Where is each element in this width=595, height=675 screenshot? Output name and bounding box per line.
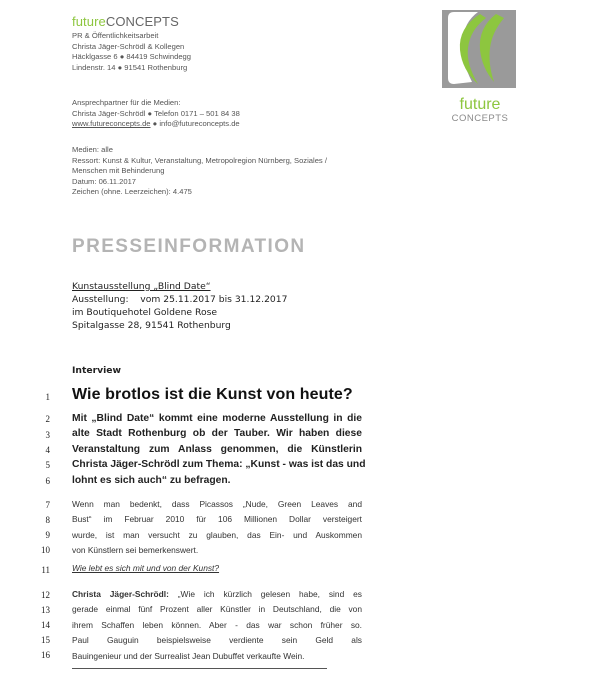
answer-line: Bauingenieur und der Surrealist Jean Dubuffet verkaufte Wein. [72, 650, 305, 661]
brand-name: futureCONCEPTS [72, 14, 179, 29]
future-concepts-logo [438, 8, 522, 124]
line-number: 9 [45, 530, 50, 540]
interview-answer [72, 587, 362, 664]
website-link[interactable]: www.futureconcepts.de [72, 119, 151, 129]
lead-paragraph [72, 411, 366, 488]
line-number: 15 [41, 635, 50, 645]
interview-question: Wie lebt es sich mit und von der Kunst? [72, 563, 220, 573]
answer-line: Paul Gauguin beispielsweise verdiente sein Geld als [72, 635, 362, 646]
meta-block [72, 145, 327, 198]
line-number: 10 [41, 545, 50, 555]
line-number: 16 [41, 650, 50, 660]
body-line: Wenn man bedenkt, dass Picassos „Nude, Green Leaves and [72, 499, 362, 509]
logo-word-future: future [459, 96, 501, 113]
contact-person: Christa Jäger-Schrödl ● Telefon 0171 – 501 84 38 [72, 108, 240, 118]
line-number: 11 [41, 565, 50, 575]
contact-label: Ansprechpartner für die Medien: [72, 98, 181, 107]
line-number: 7 [45, 500, 50, 510]
line-number: 3 [45, 430, 50, 440]
line-number: 12 [41, 590, 50, 600]
exhibition-block [72, 280, 287, 332]
exhibition-date: Ausstellung: vom 25.11.2017 bis 31.12.2017 [72, 294, 288, 305]
body-line: wurde, ist man versucht zu glauben, das Ein- und Auskommen [72, 529, 362, 540]
body-line: Bust“ im Februar 2010 für 106 Millionen Dollar versteigert [72, 514, 362, 525]
lead-line: Veranstaltung zum Anlass genommen, die Künstlerin [72, 443, 362, 455]
line-number: 8 [45, 515, 50, 525]
meta-media: Medien: alle [72, 145, 113, 154]
body-line: von Künstlern sei bemerkenswert. [72, 545, 199, 556]
answer-speaker: Christa Jäger-Schrödl: [72, 589, 169, 599]
line-number: 4 [45, 445, 50, 455]
logo-word-concepts: CONCEPTS [451, 113, 509, 124]
exhibition-address: Spitalgasse 28, 91541 Rothenburg [72, 320, 231, 331]
document-title: PRESSEINFORMATION [72, 236, 306, 257]
meta-date: Datum: 06.11.2017 [72, 176, 137, 186]
line-number: 5 [45, 460, 50, 470]
lead-line: Christa Jäger-Schrödl zum Thema: „Kunst - was ist das und [72, 459, 366, 471]
meta-ressort-cont: Menschen mit Behinderung [72, 166, 165, 176]
lead-line: lohnt es sich auch“ zu befragen. [72, 474, 231, 486]
meta-chars: Zeichen (ohne. Leerzeichen): 4.475 [72, 187, 192, 197]
meta-ressort: Ressort: Kunst & Kultur, Veranstaltung, Metropolregion Nürnberg, Soziales / [72, 155, 327, 165]
contact-links: www.futureconcepts.de ● info@futureconcepts.de [72, 119, 240, 129]
exhibition-venue: im Boutiquehotel Goldene Rose [72, 307, 218, 318]
email-link[interactable]: info@futureconcepts.de [159, 119, 240, 129]
answer-line: ihrem Schaffen leben können. Aber - das war schon früher so. [72, 619, 362, 630]
line-number: 1 [45, 392, 50, 402]
address-block [72, 31, 191, 73]
article-heading: Wie brotlos ist die Kunst von heute? [72, 386, 353, 403]
section-label: Interview [72, 365, 121, 376]
line-number: 13 [41, 605, 50, 615]
address-line: Lindenstr. 14 ● 91541 Rothenburg [72, 62, 188, 72]
address-line: Christa Jäger-Schrödl & Kollegen [72, 41, 185, 51]
line-number: 2 [45, 414, 50, 424]
footer-rule [72, 668, 327, 669]
body-paragraph [72, 497, 362, 559]
address-line: Häcklgasse 6 ● 84419 Schwindegg [72, 52, 191, 62]
contact-block [72, 98, 240, 130]
address-line: PR & Öffentlichkeitsarbeit [72, 31, 159, 40]
answer-line: gerade einmal fünf Prozent aller Künstler in Deutschland, die von [72, 604, 362, 615]
line-number: 14 [41, 620, 50, 630]
exhibition-title: Kunstausstellung „Blind Date“ [72, 281, 211, 292]
lead-line: alte Stadt Rothenburg ob der Tauber. Wir haben diese [72, 428, 362, 440]
line-number: 6 [45, 476, 50, 486]
answer-line: Christa Jäger-Schrödl: „Wie ich kürzlich gelesen habe, sind es [72, 589, 362, 599]
lead-line: Mit „Blind Date“ kommt eine moderne Ausstellung in die [72, 413, 362, 424]
